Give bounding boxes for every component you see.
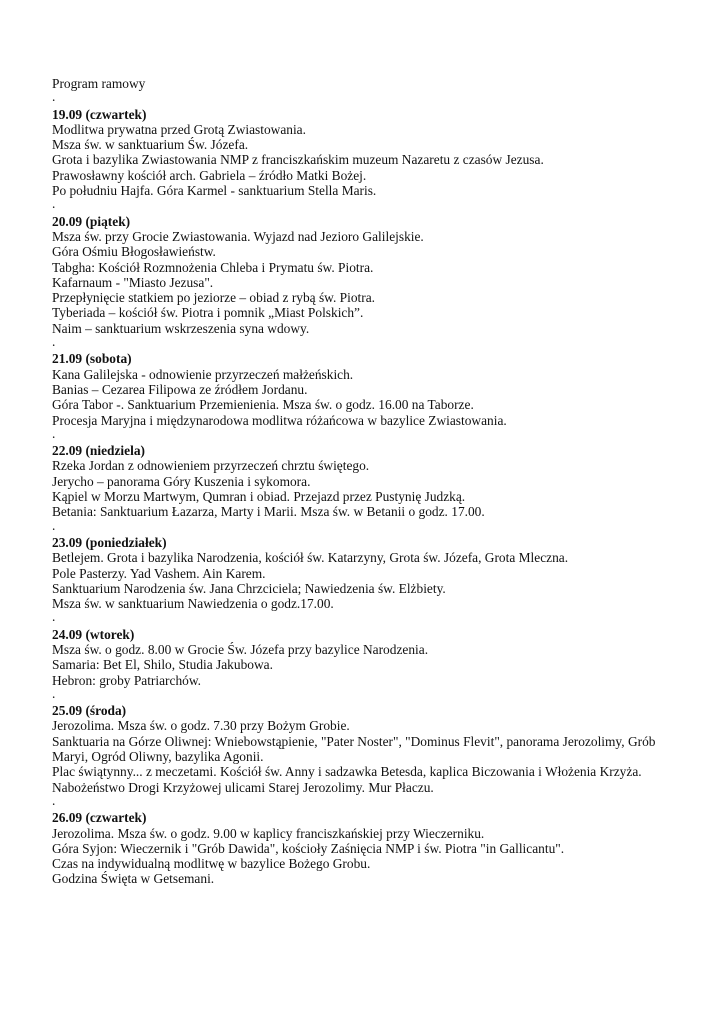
program-line: Tabgha: Kościół Rozmnożenia Chleba i Prymatu św. Piotra. (52, 259, 374, 275)
program-line: Czas na indywidualną modlitwę w bazylice Bożego Grobu. (52, 856, 371, 872)
day-section (52, 517, 692, 612)
program-line: Po południu Hajfa. Góra Karmel - sanktuarium Stella Maris. (52, 183, 377, 199)
program-line: Msza św. w sanktuarium Św. Józefa. (52, 137, 249, 153)
section-separator: . (52, 89, 56, 105)
program-line: Prawosławny kościół arch. Gabriela – źródło Matki Bożej. (52, 167, 367, 183)
program-line: Rzeka Jordan z odnowieniem przyrzeczeń chrztu świętego. (52, 458, 370, 474)
day-header: 20.09 (piątek) (52, 213, 131, 229)
program-line: Plac świątynny... z meczetami. Kościół św. Anny i sadzawka Betesda, kaplica Biczowania i Włożenia Krzyża. (52, 764, 642, 780)
section-separator: . (52, 196, 56, 212)
program-line: Naim – sanktuarium wskrzeszenia syna wdowy. (52, 320, 310, 336)
program-line: Samaria: Bet El, Shilo, Studia Jakubowa. (52, 657, 273, 673)
program-line: Kana Galilejska - odnowienie przyrzeczeń małżeńskich. (52, 366, 354, 382)
program-line: Msza św. o godz. 8.00 w Grocie Św. Józefa przy bazylice Narodzenia. (52, 641, 429, 657)
program-line: Jerozolima. Msza św. o godz. 7.30 przy Bożym Grobie. (52, 718, 350, 734)
program-line: Jerozolima. Msza św. o godz. 9.00 w kaplicy franciszkańskiej przy Wieczerniku. (52, 825, 485, 841)
program-line: Góra Ośmiu Błogosławieństw. (52, 244, 216, 260)
day-section (52, 792, 692, 887)
program-line: Modlitwa prywatna przed Grotą Zwiastowania. (52, 121, 306, 137)
program-line: Sanktuaria na Górze Oliwnej: Wniebowstąpienie, "Pater Noster", "Dominus Flevit", panorama Jerozolimy, Grób Maryi, Ogród Oliwny, bazylika Agonii. (52, 733, 656, 765)
day-section (52, 611, 692, 687)
program-line: Banias – Cezarea Filipowa ze źródłem Jordanu. (52, 381, 308, 397)
program-line: Sanktuarium Narodzenia św. Jana Chrzciciela; Nawiedzenia św. Elżbiety. (52, 580, 446, 596)
day-header: 26.09 (czwartek) (52, 810, 147, 826)
day-header: 25.09 (środa) (52, 703, 127, 719)
section-separator: . (52, 334, 56, 350)
program-line: Góra Syjon: Wieczernik i "Grób Dawida", kościoły Zaśnięcia NMP i św. Piotra "in Gallicantu". (52, 840, 565, 856)
section-separator: . (52, 685, 56, 701)
day-section (52, 91, 692, 198)
program-line: Kafarnaum - "Miasto Jezusa". (52, 274, 214, 290)
day-header: 19.09 (czwartek) (52, 106, 147, 122)
program-line: Msza św. w sanktuarium Nawiedzenia o godz.17.00. (52, 596, 334, 612)
page-title: Program ramowy (52, 76, 146, 91)
section-separator: . (52, 517, 56, 533)
day-section (52, 685, 692, 795)
section-separator: . (52, 792, 56, 808)
program-line: Pole Pasterzy. Yad Vashem. Ain Karem. (52, 565, 266, 581)
program-line: Jerycho – panorama Góry Kuszenia i sykomora. (52, 473, 311, 489)
program-line: Msza św. przy Grocie Zwiastowania. Wyjazd nad Jezioro Galilejskie. (52, 228, 424, 244)
section-separator: . (52, 425, 56, 441)
program-line: Godzina Święta w Getsemani. (52, 871, 215, 887)
program-line: Przepłynięcie statkiem po jeziorze – obiad z rybą św. Piotra. (52, 290, 376, 306)
day-header: 22.09 (niedziela) (52, 443, 145, 459)
program-line: Tyberiada – kościół św. Piotra i pomnik „Miast Polskich”. (52, 305, 364, 321)
day-header: 21.09 (sobota) (52, 351, 132, 367)
program-line: Nabożeństwo Drogi Krzyżowej ulicami Starej Jerozolimy. Mur Płaczu. (52, 779, 434, 795)
program-line: Betania: Sanktuarium Łazarza, Marty i Marii. Msza św. w Betanii o godz. 17.00. (52, 504, 485, 520)
program-line: Grota i bazylika Zwiastowania NMP z franciszkańskim muzeum Nazaretu z czasów Jezusa. (52, 152, 544, 168)
program-line: Procesja Maryjna i międzynarodowa modlitwa różańcowa w bazylice Zwiastowania. (52, 412, 507, 428)
program-line: Góra Tabor -. Sanktuarium Przemienienia. Msza św. o godz. 16.00 na Taborze. (52, 397, 474, 413)
program-line: Betlejem. Grota i bazylika Narodzenia, kościół św. Katarzyny, Grota św. Józefa, Grota Mleczna. (52, 550, 569, 566)
day-section (52, 336, 692, 428)
document-page (52, 76, 692, 887)
schedule-days (52, 91, 692, 886)
day-section (52, 425, 692, 520)
day-header: 23.09 (poniedziałek) (52, 534, 167, 550)
section-separator: . (52, 609, 56, 625)
day-section (52, 198, 692, 336)
program-line: Kąpiel w Morzu Martwym, Qumran i obiad. Przejazd przez Pustynię Judzką. (52, 489, 466, 505)
program-line: Hebron: groby Patriarchów. (52, 672, 201, 688)
day-header: 24.09 (wtorek) (52, 626, 135, 642)
